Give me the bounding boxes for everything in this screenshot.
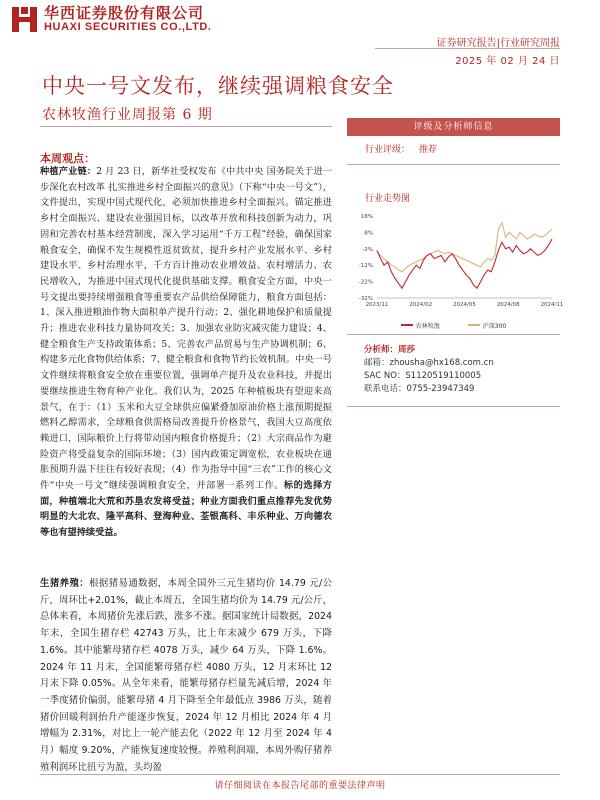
hog-lead: 生猪养殖：: [40, 578, 90, 589]
company-name-cn: 华西证券股份有限公司: [44, 3, 205, 22]
y-tick-label: -22%: [358, 279, 373, 286]
analyst-email: 邮箱：zhousha@hx168.com.cn: [364, 358, 494, 368]
series-line-hs300: [377, 223, 552, 272]
legend-swatch-hs300: [468, 324, 480, 326]
rating-divider: [347, 164, 560, 165]
x-tick-label: 2024/08: [496, 302, 520, 308]
planting-emphasis: 标的选择方面，种植端北大荒和苏垦农发将受益；种业方面我们重点推荐先发优势明显的大北农、隆平高科、登海种业、荃银高科、丰乐种业、万向德农等也有望持续受益。: [40, 480, 332, 539]
sidebar: [347, 118, 564, 407]
series-line-agri: [377, 239, 552, 288]
report-title: 中央一号文发布，继续强调粮食安全: [42, 74, 394, 98]
company-logo: [10, 4, 212, 34]
hog-paragraph: [40, 576, 332, 776]
analyst-sac: SAC NO：S1120519110005: [364, 371, 482, 381]
report-subtitle: 农林牧渔行业周报第 6 期: [42, 107, 213, 123]
trend-label: 行业走势图: [365, 194, 411, 204]
y-tick-label: 8%: [364, 230, 373, 237]
planting-lead: 种植产业链：: [40, 166, 97, 177]
footer-divider: [40, 774, 560, 775]
trend-chart: [347, 212, 564, 330]
legend-label-agri: 农林牧渔: [415, 322, 440, 330]
report-date: 2025 年 02 月 24 日: [455, 56, 560, 67]
rating-row: [347, 142, 560, 158]
report-type: 证券研究报告|行业研究周报: [436, 38, 560, 49]
y-tick-label: -32%: [358, 296, 373, 302]
header-divider: [375, 48, 560, 49]
analyst-phone: 联系电话：0755-23947349: [364, 384, 475, 394]
rating-value: 推荐: [419, 145, 438, 155]
rating-label: 行业评级：: [365, 145, 411, 155]
legend-swatch-agri: [401, 324, 413, 326]
chart-legend: [347, 320, 560, 330]
planting-paragraph: [40, 164, 332, 541]
analyst-divider: [347, 334, 560, 335]
x-tick-label: 2024/02: [409, 302, 433, 308]
x-tick-label: 2024/05: [453, 302, 476, 308]
x-tick-label: 2023/11: [365, 302, 389, 308]
sidebar-header: 评级及分析师信息: [347, 118, 560, 136]
legend-label-hs300: 沪深300: [482, 322, 507, 330]
analyst-block: [347, 344, 560, 396]
huaxi-logo-icon: [10, 4, 40, 34]
company-name-en: HUAXI SECURITIES CO.,LTD.: [44, 20, 212, 33]
y-tick-label: -2%: [362, 246, 373, 253]
y-tick-label: -12%: [358, 263, 373, 270]
trend-chart-svg: [347, 212, 564, 314]
contact-divider: [347, 406, 560, 407]
footer-disclaimer: 请仔细阅读在本报告尾部的重要法律声明: [214, 781, 386, 791]
planting-text: 2 月 23 日，新华社受权发布《中共中央 国务院关于进一步深化农村改革 扎实推进乡村全面振兴的意见》（下称“中央一号文”），文件提出，实现中国式现代化，必须加快推进乡村全面振兴。锚定推进乡村全面振兴、建设农业强国目标，以改革开放和科技创新为动力，巩固和完善农村基本经营制度，深入学习运用“千万工程”经验，确保国家粮食安全，确保不发生规模性返贫致贫，提升乡村产业发展水平、乡村建设水平、乡村治理水平，千方百计推动农业增效益、农村增活力、农民增收入，为推进中国式现代化提供基础支撑。粮食安全方面，中央一号文提出要持续增强粮食等重要农产品供给保障能力，粮食方面包括：1、深入推进粮油作物大面积单产提升行动；2、强化耕地保护和质量提升；推进农业科技力量协同攻关；3、加强农业防灾减灾能力建设；4、健全粮食生产支持政策体系；5、完善农产品贸易与生产协调机制；6、构建多元化食物供给体系；7、健全粮食和食物节约长效机制。中央一号文件继续将粮食安全放在重要位置，强调单产提升及农业科技，并提出要继续推进生物育种产业化。我们认为，2025 年种植板块有望迎来高景气，在于：（1）玉米和大豆全球供应偏紧叠加原油价格上涨预期提振燃料乙醇需求，全球粮食供需格局改善提升价格景气，我国大豆高度依赖进口，国际粮价上行将带动国内粮食价格提升；（2）大宗商品作为避险资产将受益复杂的国际环境；（3）国内政策定调宽松，农业板块在通胀预期升温下往往有较好表现；（4）作为指导中国“三农”工作的核心文件“中央一号文”继续强调粮食安全，并部署一系列工作。: [40, 166, 333, 492]
hog-text: 根据猪易通数据，本周全国外三元生猪均价 14.79 元/公斤，周环比+2.01%，截止本周五，全国生猪均价为 14.79 元/公斤，总体来看，本周猪价先涨后跌，涨多不涨。据国家统计局数据，2024 年末，全国生猪存栏 42743 万头，比上年末减少 679 万头，下降 1.6%。其中能繁母猪存栏 4078 万头，减少 64 万头，下降 1.6%。2024 年 11 月末，全国能繁母猪存栏 4080 万头，12 月末环比 12 月末下降 0.05%。从全年来看，能繁母猪存栏量先减后增，2024 年一季度猪价偏弱，能繁母猪 4 月下降至全年最低点 3986 万头，随着猪价回暖利润抬升产能逐步恢复，2024 年 12 月相比 2024 年 4 月增幅为 2.31%，对比上一轮产能去化（2022 年 12 月至 2024 年 4 月）幅度 9.20%，产能恢复速度较慢。养殖利润端，本周外购仔猪养殖利润环比扭亏为盈，头均盈: [40, 578, 332, 773]
title-divider: [40, 126, 332, 127]
legend-item-hs300: [468, 320, 506, 330]
section-heading: 本周观点：: [40, 152, 95, 165]
analyst-name: 分析师：周莎: [364, 345, 416, 355]
x-tick-label: 2024/11: [540, 302, 564, 308]
y-tick-label: 18%: [360, 214, 373, 220]
legend-item-agri: [401, 320, 440, 330]
